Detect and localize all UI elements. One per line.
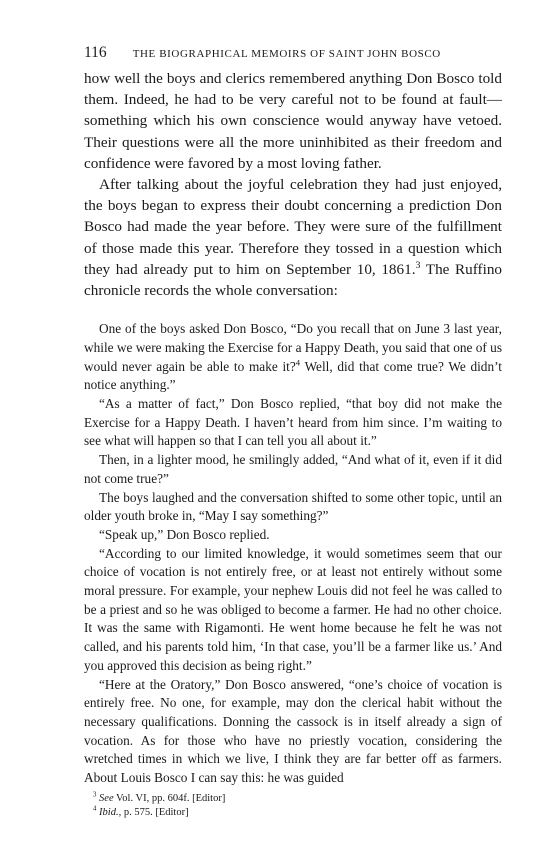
- paragraph-text-end: The Ruffino chronicle records the whole conversation:: [84, 260, 503, 300]
- block-quote: [84, 320, 502, 788]
- quote-paragraph: “According to our limited knowledge, it would sometimes seem that our choice of vocation is not entirely free, or at least not entirely without some moral pressure. For example, your nephew Louis did not feel he was called to be a priest and so he was obliged to become a farmer. He had no other choice. It was the same with Rigamonti. He went home because he felt he was not called, and his parents told him, ‘In that case, you’ll be a farmer like us.’ And you approved this decision as being right.”: [84, 545, 502, 673]
- quote-paragraph: “Here at the Oratory,” Don Bosco answered, “one’s choice of vocation is entirely free. No one, for example, may don the clerical habit without the necessary qualifications. Donning the cassock is in itself already a sign of vocation. As for those who have no priestly vocation, considering the wretched times in which we live, I think they are far better off as farmers. About Louis Bosco I can say this: he was guided: [84, 676, 502, 786]
- running-title: THE BIOGRAPHICAL MEMOIRS OF SAINT JOHN BOSCO: [132, 48, 441, 60]
- footnote: [84, 806, 502, 820]
- quote-text-end: Well, did that come true? We didn’t notice anything.”: [84, 358, 502, 393]
- footnote-number: 3: [93, 791, 97, 799]
- footnote-reference: 4: [295, 357, 301, 368]
- quote-paragraph: Then, in a lighter mood, he smilingly added, “And what of it, even if it did not come true?”: [84, 452, 502, 486]
- page-number: 116: [84, 44, 107, 61]
- footnotes: [84, 792, 502, 820]
- quote-paragraph: “Speak up,” Don Bosco replied.: [99, 526, 270, 542]
- footnote-text: Vol. VI, pp. 604f. [Editor]: [113, 792, 226, 804]
- quote-paragraph: “As a matter of fact,” Don Bosco replied, “that boy did not make the Exercise for a Happy Death. I haven’t heard from him since. I’m waiting to see what will happen so that I can tell you all about it.”: [84, 396, 502, 449]
- footnote-italic: See: [99, 792, 114, 804]
- footnote-italic: Ibid.: [99, 807, 119, 819]
- paragraph: how well the boys and clerics remembered anything Don Bosco told them. Indeed, he had to be very careful not to be found at fault—something which his own conscience would anyway have vetoed. Their questions were all the more uninhibited as their freedom and confidence were favored by a most loving father.: [84, 70, 502, 172]
- quote-text: One of the boys asked Don Bosco, “Do you recall that on June 3 last year, while we were making the Exercise for a Happy Death, you said that one of us would never again be able to make it?: [84, 321, 502, 374]
- paragraph-text: After talking about the joyful celebration they had just enjoyed, the boys began to express their doubt concerning a prediction Don Bosco had made the year before. They were sure of the fulfillment of those made this year. Therefore they tossed in a question which they had already put to him on September 10, 1861.: [84, 176, 502, 278]
- paragraph: [84, 174, 502, 301]
- footnote-reference: 3: [415, 259, 421, 271]
- footnote-number: 4: [93, 805, 97, 813]
- footnote-text: , p. 575. [Editor]: [118, 807, 189, 819]
- quote-paragraph: The boys laughed and the conversation shifted to some other topic, until an older youth broke in, “May I say something?”: [84, 489, 502, 524]
- quote-paragraph: [84, 320, 502, 395]
- book-page: [84, 44, 502, 820]
- footnote: [84, 792, 502, 806]
- main-text: [84, 68, 502, 301]
- running-head: [84, 44, 502, 68]
